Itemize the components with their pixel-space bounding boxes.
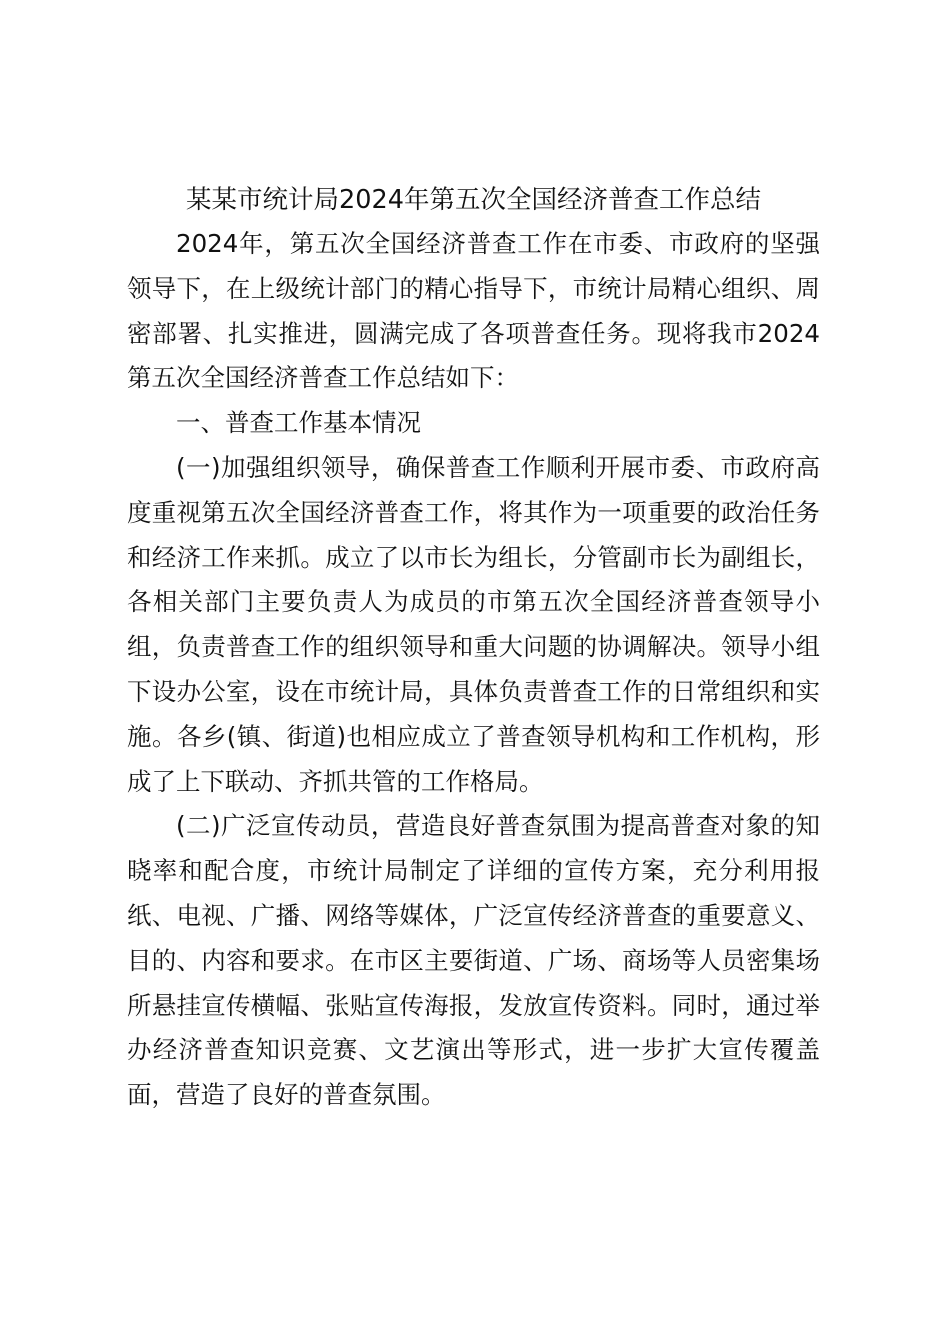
document-body xyxy=(127,178,820,1118)
section-heading: 一、普查工作基本情况 xyxy=(176,408,421,438)
subsection-paragraph-2: (二)广泛宣传动员，营造良好普查氛围为提高普查对象的知晓率和配合度，市统计局制定了详细的宣传方案，充分利用报纸、电视、广播、网络等媒体，广泛宣传经济普查的重要意义、目的、内容和要求。在市区主要街道、广场、商场等人员密集场所悬挂宣传横幅、张贴宣传海报，发放宣传资料。同时，通过举办经济普查知识竞赛、文艺演出等形式，进一步扩大宣传覆盖面，营造了良好的普查氛围。 xyxy=(127,811,820,1110)
document-title: 某某市统计局2024年第五次全国经济普查工作总结 xyxy=(186,185,761,215)
intro-paragraph: 2024年，第五次全国经济普查工作在市委、市政府的坚强领导下，在上级统计部门的精心指导下，市统计局精心组织、周密部署、扎实推进，圆满完成了各项普查任务。现将我市2024第五次全国经济普查工作总结如下： xyxy=(127,229,820,393)
subsection-paragraph-1: (一)加强组织领导，确保普查工作顺利开展市委、市政府高度重视第五次全国经济普查工作，将其作为一项重要的政治任务和经济工作来抓。成立了以市长为组长，分管副市长为副组长，各相关部门主要负责人为成员的市第五次全国经济普查领导小组，负责普查工作的组织领导和重大问题的协调解决。领导小组下设办公室，设在市统计局，具体负责普查工作的日常组织和实施。各乡(镇、街道)也相应成立了普查领导机构和工作机构，形成了上下联动、齐抓共管的工作格局。 xyxy=(127,452,820,796)
